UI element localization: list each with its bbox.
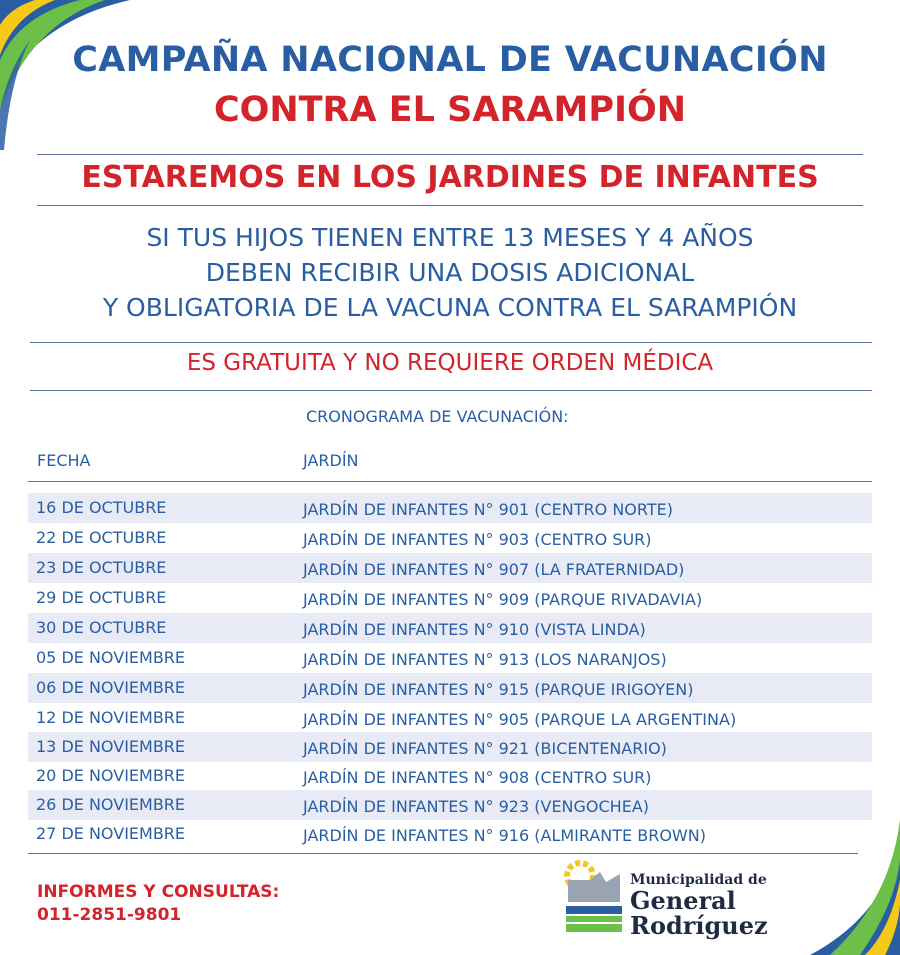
row-place: JARDÍN DE INFANTES N° 915 (PARQUE IRIGOYEN) bbox=[303, 680, 694, 699]
divider-3 bbox=[30, 342, 872, 343]
row-date: 26 DE NOVIEMBRE bbox=[36, 795, 186, 814]
row-date: 06 DE NOVIEMBRE bbox=[36, 678, 186, 697]
row-place: JARDÍN DE INFANTES N° 903 (CENTRO SUR) bbox=[303, 530, 652, 549]
logo-line-1: Municipalidad de bbox=[630, 872, 767, 888]
row-date: 22 DE OCTUBRE bbox=[36, 528, 167, 547]
row-date: 20 DE NOVIEMBRE bbox=[36, 766, 186, 785]
divider-6 bbox=[28, 853, 858, 854]
contact-phone: 011-2851-9801 bbox=[37, 905, 182, 925]
table-row bbox=[28, 790, 872, 820]
row-date: 12 DE NOVIEMBRE bbox=[36, 708, 186, 727]
table-row bbox=[28, 613, 872, 643]
table-row bbox=[28, 761, 872, 791]
row-date: 13 DE NOVIEMBRE bbox=[36, 737, 186, 756]
row-place: JARDÍN DE INFANTES N° 905 (PARQUE LA ARGENTINA) bbox=[303, 710, 737, 729]
table-row bbox=[28, 523, 872, 553]
table-row bbox=[28, 673, 872, 703]
table-row bbox=[28, 493, 872, 523]
row-date: 05 DE NOVIEMBRE bbox=[36, 648, 186, 667]
corner-swoosh-top-left bbox=[0, 0, 140, 160]
contact-label: INFORMES Y CONSULTAS: bbox=[37, 882, 280, 902]
divider-2 bbox=[37, 205, 863, 206]
row-date: 27 DE NOVIEMBRE bbox=[36, 824, 186, 843]
table-row bbox=[28, 553, 872, 583]
row-place: JARDÍN DE INFANTES N° 909 (PARQUE RIVADAVIA) bbox=[303, 590, 703, 609]
divider-5 bbox=[28, 481, 872, 482]
divider-4 bbox=[30, 390, 872, 391]
logo-line-2: General bbox=[630, 886, 736, 915]
table-row bbox=[28, 732, 872, 762]
row-date: 30 DE OCTUBRE bbox=[36, 618, 167, 637]
row-place: JARDÍN DE INFANTES N° 901 (CENTRO NORTE) bbox=[303, 500, 673, 519]
info-line-3: Y OBLIGATORIA DE LA VACUNA CONTRA EL SARAMPIÓN bbox=[102, 293, 798, 322]
title-line-2: CONTRA EL SARAMPIÓN bbox=[213, 90, 687, 130]
table-row bbox=[28, 819, 872, 849]
table-row bbox=[28, 643, 872, 673]
column-header-place: JARDÍN bbox=[303, 451, 359, 470]
row-place: JARDÍN DE INFANTES N° 916 (ALMIRANTE BROWN) bbox=[303, 826, 706, 845]
row-place: JARDÍN DE INFANTES N° 923 (VENGOCHEA) bbox=[303, 797, 650, 816]
logo-line-3: Rodríguez bbox=[630, 911, 768, 940]
row-date: 23 DE OCTUBRE bbox=[36, 558, 167, 577]
table-row bbox=[28, 703, 872, 733]
row-date: 29 DE OCTUBRE bbox=[36, 588, 167, 607]
title-line-1: CAMPAÑA NACIONAL DE VACUNACIÓN bbox=[72, 40, 828, 80]
divider-1 bbox=[37, 154, 863, 155]
row-date: 16 DE OCTUBRE bbox=[36, 498, 167, 517]
row-place: JARDÍN DE INFANTES N° 921 (BICENTENARIO) bbox=[303, 739, 667, 758]
row-place: JARDÍN DE INFANTES N° 907 (LA FRATERNIDAD) bbox=[303, 560, 685, 579]
info-line-2: DEBEN RECIBIR UNA DOSIS ADICIONAL bbox=[205, 258, 695, 287]
free-notice: ES GRATUITA Y NO REQUIERE ORDEN MÉDICA bbox=[186, 350, 714, 376]
municipality-logo-icon bbox=[562, 858, 626, 940]
row-place: JARDÍN DE INFANTES N° 908 (CENTRO SUR) bbox=[303, 768, 652, 787]
schedule-heading: CRONOGRAMA DE VACUNACIÓN: bbox=[306, 407, 569, 426]
row-place: JARDÍN DE INFANTES N° 910 (VISTA LINDA) bbox=[303, 620, 646, 639]
info-line-1: SI TUS HIJOS TIENEN ENTRE 13 MESES Y 4 AÑOS bbox=[146, 223, 754, 252]
row-place: JARDÍN DE INFANTES N° 913 (LOS NARANJOS) bbox=[303, 650, 667, 669]
table-row bbox=[28, 583, 872, 613]
subtitle: ESTAREMOS EN LOS JARDINES DE INFANTES bbox=[81, 160, 819, 195]
column-header-date: FECHA bbox=[37, 451, 91, 470]
